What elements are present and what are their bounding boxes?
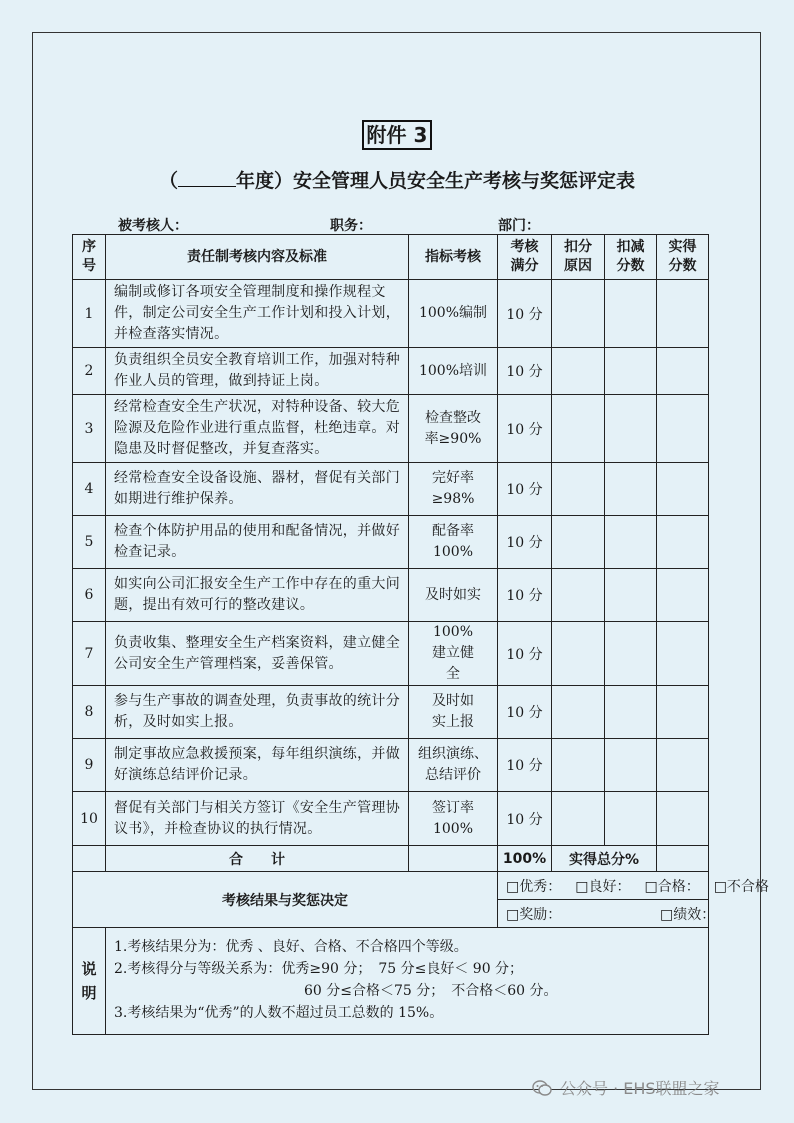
- deduct-points-cell[interactable]: [605, 348, 657, 395]
- grade-checkbox[interactable]: □不合格: [713, 878, 769, 895]
- deduct-reason-cell[interactable]: [552, 516, 605, 569]
- title-suffix: 年度）安全管理人员安全生产考核与奖惩评定表: [236, 170, 636, 192]
- department-label: 部门：: [498, 218, 540, 234]
- note-line: 1.考核结果分为：优秀 、良好、合格、不合格四个等级。: [114, 939, 468, 955]
- deduct-reason-cell[interactable]: [552, 739, 605, 792]
- header-content: 责任制考核内容及标准: [106, 235, 409, 280]
- deduct-points-cell[interactable]: [605, 395, 657, 463]
- deduct-points-cell[interactable]: [605, 569, 657, 622]
- table-row: [73, 463, 709, 516]
- note-line: 60 分≤合格＜75 分； 不合格＜60 分。: [304, 983, 558, 999]
- row-content: 督促有关部门与相关方签订《安全生产管理协议书》，并检查协议的执行情况。: [106, 792, 409, 846]
- row-number: 5: [73, 516, 106, 569]
- row-full-score: 10 分: [498, 348, 552, 395]
- total-label: 合 计: [106, 846, 409, 872]
- notes-label: 说明: [73, 928, 106, 1035]
- reward-options: [498, 900, 716, 928]
- watermark: [532, 1076, 720, 1099]
- performance-checkbox[interactable]: □绩效：: [660, 906, 716, 923]
- table-row: [73, 739, 709, 792]
- notes-content: [106, 928, 709, 1035]
- year-blank[interactable]: [178, 168, 236, 187]
- total-actual-cell[interactable]: [657, 846, 709, 872]
- deduct-reason-cell[interactable]: [552, 463, 605, 516]
- grade-checkbox[interactable]: □合格：: [644, 878, 700, 895]
- row-indicator-text: 及时如实: [425, 586, 481, 603]
- row-indicator: [409, 348, 498, 395]
- row-indicator-text: 100%建立健全: [432, 624, 474, 682]
- deduct-points-cell[interactable]: [605, 280, 657, 348]
- table-row: [73, 686, 709, 739]
- reward-checkbox[interactable]: □奖励：: [506, 906, 562, 923]
- table-row: [73, 622, 709, 686]
- row-indicator: [409, 622, 498, 686]
- row-indicator-text: 配备率100%: [432, 523, 474, 560]
- row-number: 1: [73, 280, 106, 348]
- row-content: 参与生产事故的调查处理，负责事故的统计分析，及时如实上报。: [106, 686, 409, 739]
- deduct-points-cell[interactable]: [605, 463, 657, 516]
- row-content: 经常检查安全设备设施、器材，督促有关部门如期进行维护保养。: [106, 463, 409, 516]
- row-indicator: [409, 686, 498, 739]
- row-indicator: [409, 516, 498, 569]
- deduct-reason-cell[interactable]: [552, 569, 605, 622]
- row-indicator: [409, 395, 498, 463]
- grade-options: [498, 872, 769, 900]
- position-label: 职务：: [330, 218, 372, 234]
- row-number: 7: [73, 622, 106, 686]
- deduct-points-cell[interactable]: [605, 516, 657, 569]
- row-indicator-text: 100%编制: [418, 305, 488, 321]
- row-content: 检查个体防护用品的使用和配备情况，并做好检查记录。: [106, 516, 409, 569]
- deduct-points-cell[interactable]: [605, 622, 657, 686]
- deduct-reason-cell[interactable]: [552, 280, 605, 348]
- actual-score-cell[interactable]: [657, 348, 709, 395]
- header-full-score: 考核满分: [498, 235, 552, 280]
- row-number: 8: [73, 686, 106, 739]
- form-title: [0, 168, 794, 194]
- row-full-score: 10 分: [498, 463, 552, 516]
- row-content: 负责收集、整理安全生产档案资料，建立健全公司安全生产管理档案，妥善保管。: [106, 622, 409, 686]
- row-content: 制定事故应急救援预案，每年组织演练，并做好演练总结评价记录。: [106, 739, 409, 792]
- row-full-score: 10 分: [498, 686, 552, 739]
- deduct-reason-cell[interactable]: [552, 792, 605, 846]
- result-row: [73, 872, 709, 900]
- note-line: 2.考核得分与等级关系为：优秀≥90 分； 75 分≤良好＜ 90 分；: [114, 961, 524, 977]
- row-indicator-text: 组织演练、总结评价: [418, 746, 488, 783]
- actual-score-cell[interactable]: [657, 569, 709, 622]
- evaluation-table: [72, 234, 769, 1035]
- row-full-score: 10 分: [498, 792, 552, 846]
- row-indicator: [409, 463, 498, 516]
- header-indicator: 指标考核: [409, 235, 498, 280]
- header-seq: 序号: [73, 235, 106, 280]
- row-indicator-text: 签订率100%: [432, 799, 474, 837]
- row-full-score: 10 分: [498, 622, 552, 686]
- total-row: [73, 846, 709, 872]
- row-indicator: [409, 739, 498, 792]
- row-full-score: 10 分: [498, 280, 552, 348]
- actual-score-cell[interactable]: [657, 686, 709, 739]
- row-content: 如实向公司汇报安全生产工作中存在的重大问题，提出有效可行的整改建议。: [106, 569, 409, 622]
- deduct-points-cell[interactable]: [605, 792, 657, 846]
- row-indicator: [409, 569, 498, 622]
- table-row: [73, 516, 709, 569]
- row-indicator: [409, 280, 498, 348]
- total-indicator-blank: [409, 846, 498, 872]
- total-actual-label: 实得总分%: [552, 846, 657, 872]
- header-actual-score: 实得分数: [657, 235, 709, 280]
- row-full-score: 10 分: [498, 516, 552, 569]
- actual-score-cell[interactable]: [657, 739, 709, 792]
- row-number: 3: [73, 395, 106, 463]
- row-number: 10: [73, 792, 106, 846]
- row-indicator-text: 及时如实上报: [432, 693, 474, 730]
- title-prefix: （: [158, 170, 178, 192]
- deduct-reason-cell[interactable]: [552, 395, 605, 463]
- grade-checkbox[interactable]: □良好：: [575, 878, 631, 895]
- table-row: [73, 792, 709, 846]
- table-row: [73, 280, 709, 348]
- row-indicator-text: 检查整改率≥90%: [424, 409, 482, 447]
- row-number: 2: [73, 348, 106, 395]
- header-deduct-points: 扣减分数: [605, 235, 657, 280]
- deduct-reason-cell[interactable]: [552, 348, 605, 395]
- row-full-score: 10 分: [498, 739, 552, 792]
- row-indicator-text: 完好率≥98%: [431, 470, 475, 507]
- notes-row: [73, 928, 709, 1035]
- watermark-text: 公众号 · EHS联盟之家: [560, 1079, 720, 1098]
- grade-checkbox[interactable]: □优秀：: [506, 878, 562, 895]
- row-indicator-text: 100%培训: [418, 362, 488, 379]
- actual-score-cell[interactable]: [657, 395, 709, 463]
- actual-score-cell[interactable]: [657, 792, 709, 846]
- table-row: [73, 569, 709, 622]
- actual-score-cell[interactable]: [657, 516, 709, 569]
- row-content: 编制或修订各项安全管理制度和操作规程文件，制定公司安全生产工作计划和投入计划，并检查落实情况。: [106, 280, 409, 348]
- examinee-label: 被考核人：: [118, 218, 188, 234]
- row-number: 9: [73, 739, 106, 792]
- table-row: [73, 395, 709, 463]
- annex-label: 附件 3: [362, 120, 432, 150]
- header-deduct-reason: 扣分原因: [552, 235, 605, 280]
- row-number: 6: [73, 569, 106, 622]
- result-label: 考核结果与奖惩决定: [73, 872, 498, 928]
- row-number: 4: [73, 463, 106, 516]
- deduct-reason-cell[interactable]: [552, 686, 605, 739]
- actual-score-cell[interactable]: [657, 463, 709, 516]
- row-full-score: 10 分: [498, 569, 552, 622]
- total-full-score: 100%: [498, 846, 552, 872]
- header-row: [73, 235, 709, 280]
- total-blank: [73, 846, 106, 872]
- actual-score-cell[interactable]: [657, 280, 709, 348]
- row-content: 经常检查安全生产状况，对特种设备、较大危险源及危险作业进行重点监督，杜绝违章。对隐患及时督促整改，并复查落实。: [106, 395, 409, 463]
- row-indicator: [409, 792, 498, 846]
- deduct-points-cell[interactable]: [605, 739, 657, 792]
- wechat-icon: [532, 1080, 552, 1096]
- row-content: 负责组织全员安全教育培训工作，加强对特种作业人员的管理，做到持证上岗。: [106, 348, 409, 395]
- row-full-score: 10 分: [498, 395, 552, 463]
- deduct-reason-cell[interactable]: [552, 622, 605, 686]
- deduct-points-cell[interactable]: [605, 686, 657, 739]
- note-line: 3.考核结果为“优秀”的人数不超过员工总数的 15%。: [114, 1005, 444, 1021]
- table-row: [73, 348, 709, 395]
- actual-score-cell[interactable]: [657, 622, 709, 686]
